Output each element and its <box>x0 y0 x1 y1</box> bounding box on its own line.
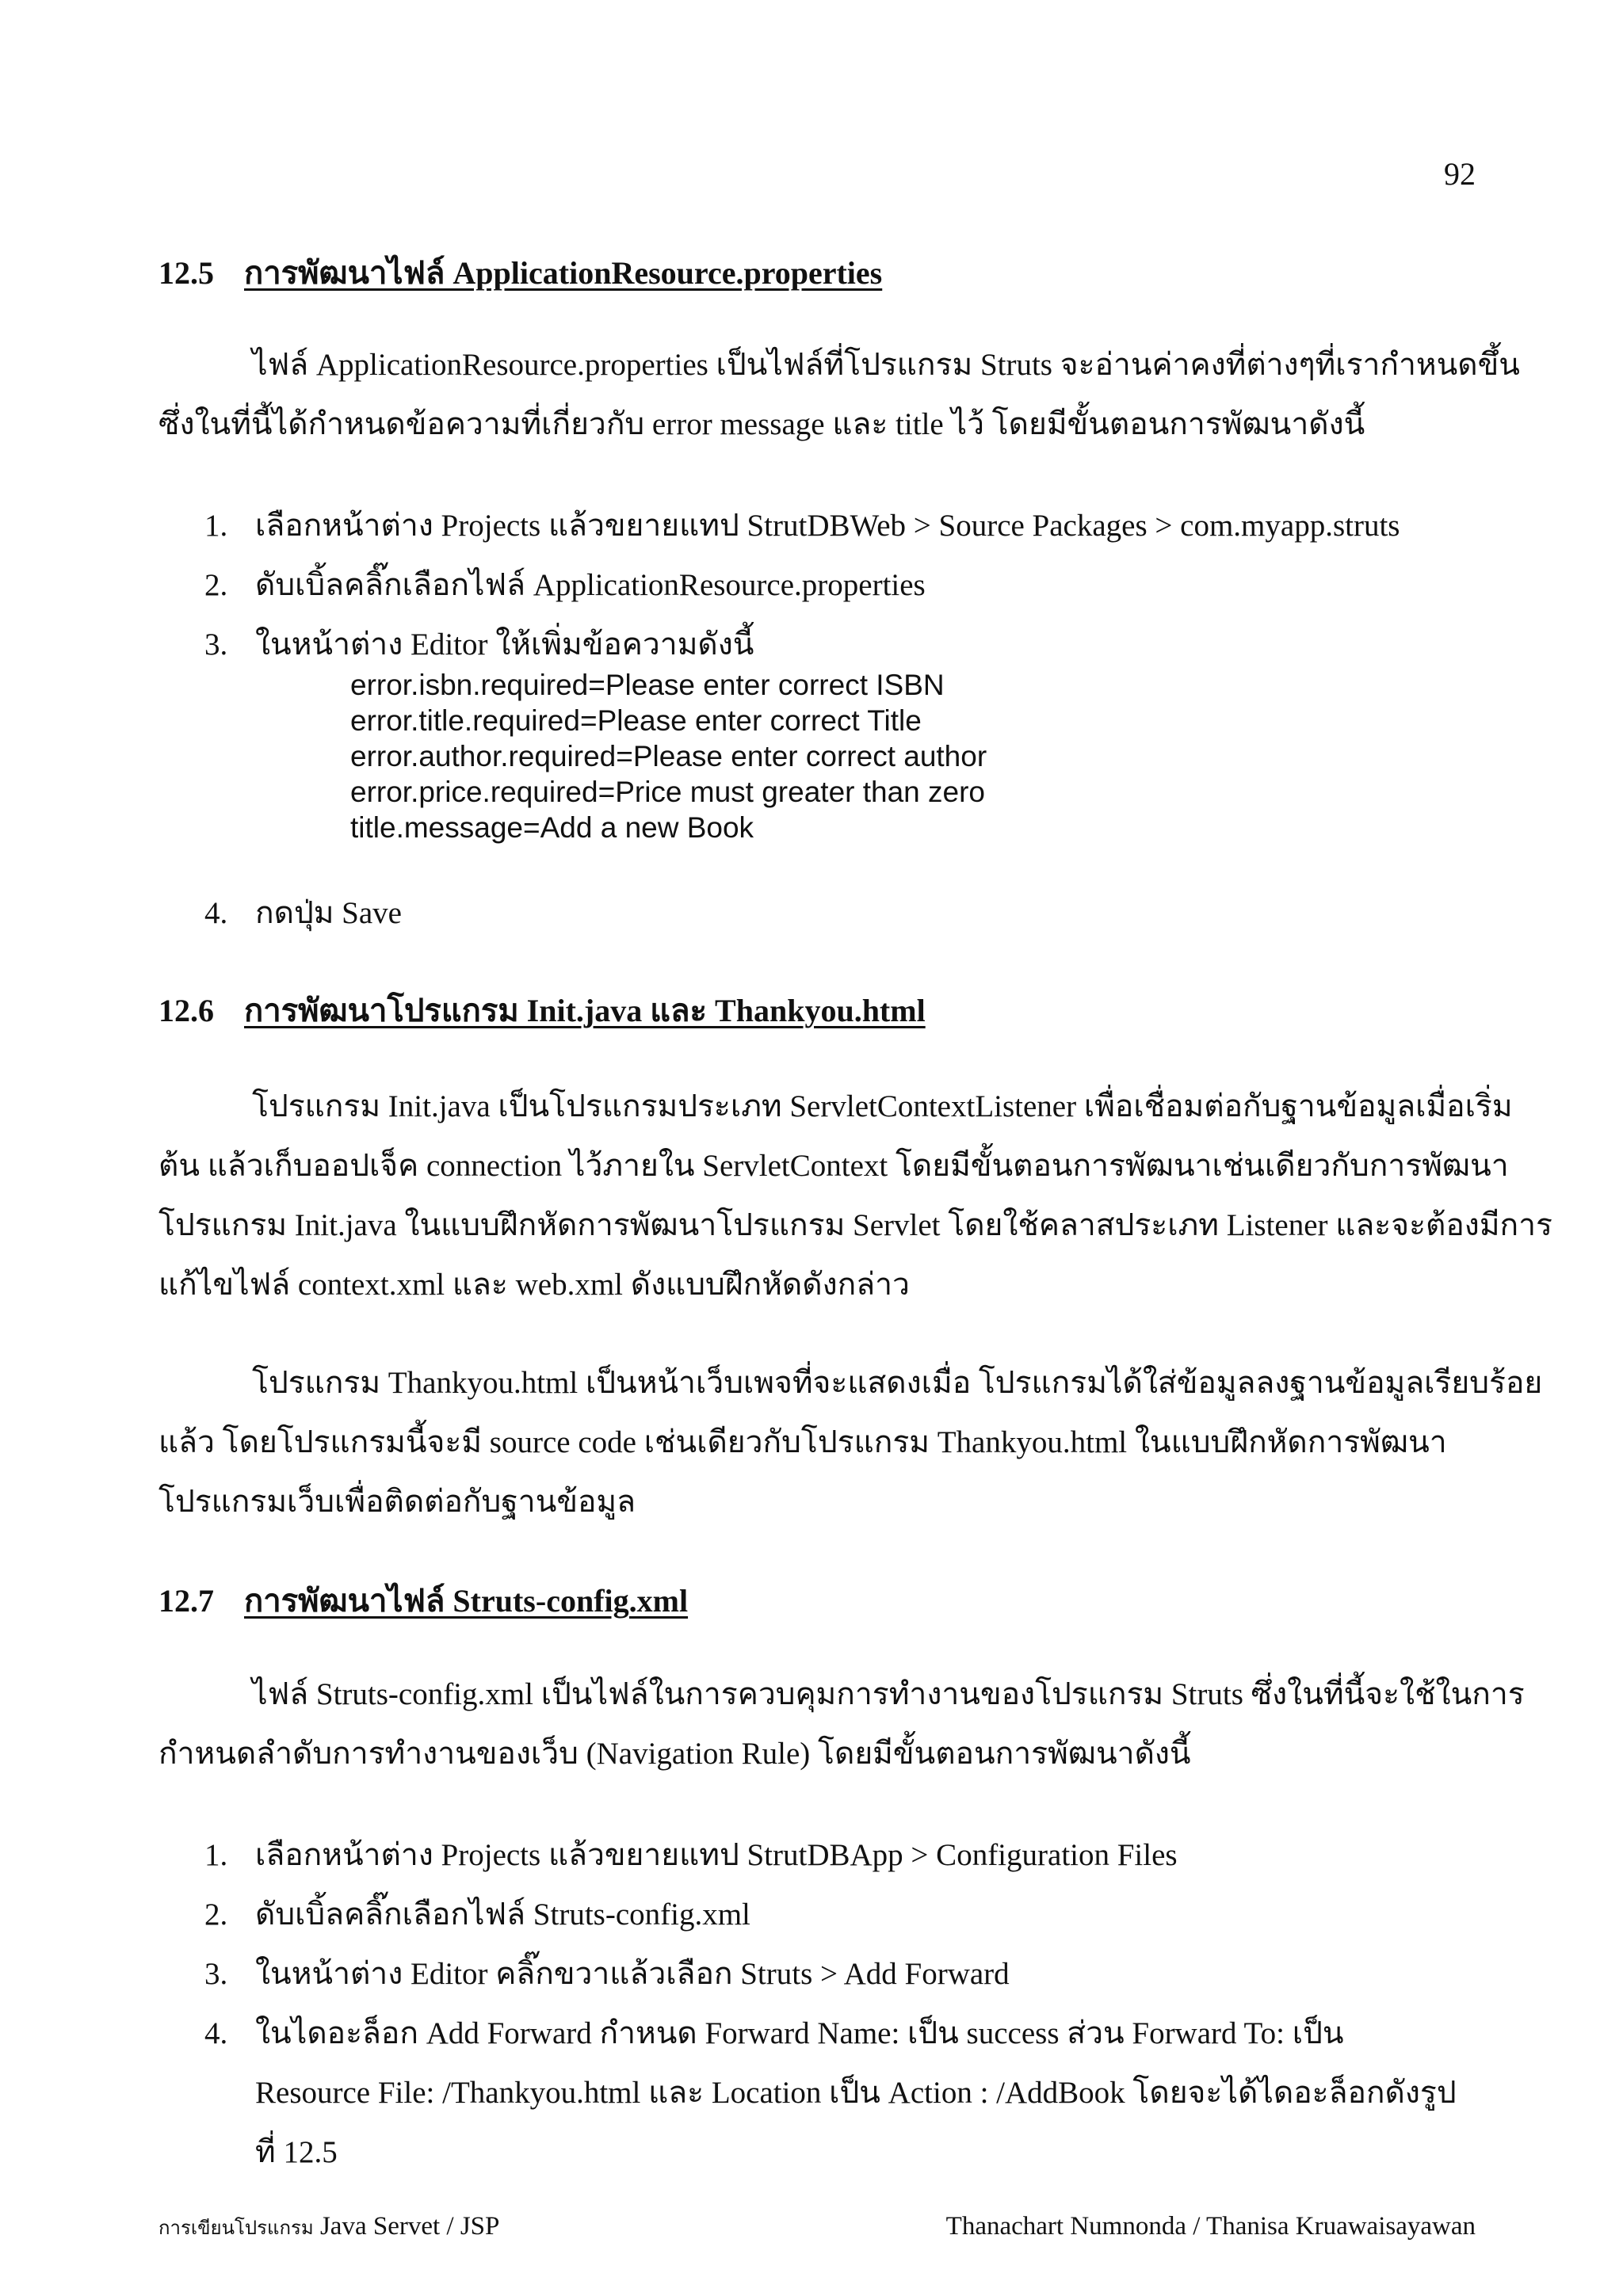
paragraph-line: แก้ไขไฟล์ context.xml และ web.xml ดังแบบฝึกหัดดังกล่าว <box>158 1268 910 1302</box>
footer-left-course: Java Servet / JSP <box>319 2212 500 2241</box>
section-heading-12-5 <box>158 247 882 298</box>
list-text: ในหน้าต่าง Editor ให้เพิ่มข้อความดังนี้ <box>255 627 754 662</box>
list-item <box>204 1949 1010 1998</box>
code-line: error.title.required=Please enter correct Title <box>350 704 922 737</box>
section-number: 12.6 <box>158 993 214 1028</box>
paragraph-line: ซึ่งในที่นี้ได้กำหนดข้อความที่เกี่ยวกับ error message และ title ไว้ โดยมีขั้นตอนการพัฒนาดังนี้ <box>158 407 1365 441</box>
list-text: ในไดอะล็อก Add Forward กำหนด Forward Name: เป็น success ส่วน Forward To: เป็น <box>255 2016 1344 2050</box>
footer-right-authors: Thanachart Numnonda / Thanisa Kruawaisayawan <box>945 2212 1476 2241</box>
code-block <box>350 667 987 845</box>
list-text: ดับเบิ้ลคลิ๊กเลือกไฟล์ ApplicationResource.properties <box>255 568 926 602</box>
section-title: การพัฒนาไฟล์ ApplicationResource.properties <box>244 255 883 291</box>
list-number: 3. <box>204 1957 228 1991</box>
paragraph-line: ไฟล์ Struts-config.xml เป็นไฟล์ในการควบคุมการทำงานของโปรแกรม Struts ซึ่งในที่นี้จะใช้ในการ <box>252 1677 1525 1711</box>
list-item <box>204 2008 1344 2058</box>
footer-left-thai: การเขียนโปรแกรม <box>158 2218 314 2239</box>
list-number: 1. <box>204 509 228 543</box>
list-number: 4. <box>204 896 228 930</box>
list-number: 1. <box>204 1838 228 1872</box>
paragraph-line: แล้ว โดยโปรแกรมนี้จะมี source code เช่นเดียวกับโปรแกรม Thankyou.html ในแบบฝึกหัดการพัฒนา <box>158 1425 1447 1459</box>
section-heading-12-6 <box>158 985 926 1035</box>
list-text: เลือกหน้าต่าง Projects แล้วขยายแทป StrutDBApp > Configuration Files <box>255 1838 1178 1872</box>
list-number: 2. <box>204 1897 228 1932</box>
paragraph-line: โปรแกรม Init.java ในแบบฝึกหัดการพัฒนาโปรแกรม Servlet โดยใช้คลาสประเภท Listener และจะต้องมีการ <box>158 1208 1552 1242</box>
list-item <box>204 1890 750 1939</box>
paragraph-line: โปรแกรมเว็บเพื่อติดต่อกับฐานข้อมูล <box>158 1485 636 1519</box>
list-item <box>204 560 926 609</box>
list-item <box>204 620 754 669</box>
paragraph-line: โปรแกรม Init.java เป็นโปรแกรมประเภท ServletContextListener เพื่อเชื่อมต่อกับฐานข้อมูลเมื่อเริ่ม <box>252 1089 1513 1123</box>
paragraph-line: โปรแกรม Thankyou.html เป็นหน้าเว็บเพจที่จะแสดงเมื่อ โปรแกรมได้ใส่ข้อมูลลงฐานข้อมูลเรียบร้อย <box>252 1366 1543 1400</box>
list-text: ในหน้าต่าง Editor คลิ๊กขวาแล้วเลือก Struts > Add Forward <box>255 1957 1010 1991</box>
code-line: error.price.required=Price must greater than zero <box>350 776 986 808</box>
paragraph-line: ต้น แล้วเก็บออปเจ็ค connection ไว้ภายใน ServletContext โดยมีขั้นตอนการพัฒนาเช่นเดียวกับการพัฒนา <box>158 1149 1509 1183</box>
list-text-continuation: ที่ 12.5 <box>255 2135 338 2169</box>
list-number: 2. <box>204 568 228 602</box>
code-line: error.author.required=Please enter correct author <box>350 740 987 772</box>
list-number: 4. <box>204 2016 228 2050</box>
page-number: 92 <box>1444 156 1476 192</box>
list-number: 3. <box>204 627 228 662</box>
code-line: error.isbn.required=Please enter correct ISBN <box>350 669 945 701</box>
section-heading-12-7 <box>158 1575 688 1626</box>
list-text-continuation: Resource File: /Thankyou.html และ Location เป็น Action : /AddBook โดยจะได้ไดอะล็อกดังรูป <box>255 2076 1457 2110</box>
section-number: 12.5 <box>158 255 214 291</box>
list-text: เลือกหน้าต่าง Projects แล้วขยายแทป StrutDBWeb > Source Packages > com.myapp.struts <box>255 509 1400 543</box>
code-line: title.message=Add a new Book <box>350 811 754 844</box>
list-text: ดับเบิ้ลคลิ๊กเลือกไฟล์ Struts-config.xml <box>255 1897 750 1932</box>
section-title: การพัฒนาโปรแกรม Init.java และ Thankyou.html <box>244 993 926 1028</box>
footer-left <box>158 2212 499 2243</box>
list-item <box>204 888 402 937</box>
paragraph-line: กำหนดลำดับการทำงานของเว็บ (Navigation Rule) โดยมีขั้นตอนการพัฒนาดังนี้ <box>158 1737 1191 1771</box>
section-number: 12.7 <box>158 1583 214 1619</box>
list-item <box>204 1830 1178 1879</box>
paragraph-line: ไฟล์ ApplicationResource.properties เป็นไฟล์ที่โปรแกรม Struts จะอ่านค่าคงที่ต่างๆที่เรากำหนดขึ้น <box>252 348 1520 382</box>
list-item <box>204 501 1400 550</box>
list-text: กดปุ่ม Save <box>255 896 402 930</box>
section-title: การพัฒนาไฟล์ Struts-config.xml <box>244 1583 689 1619</box>
